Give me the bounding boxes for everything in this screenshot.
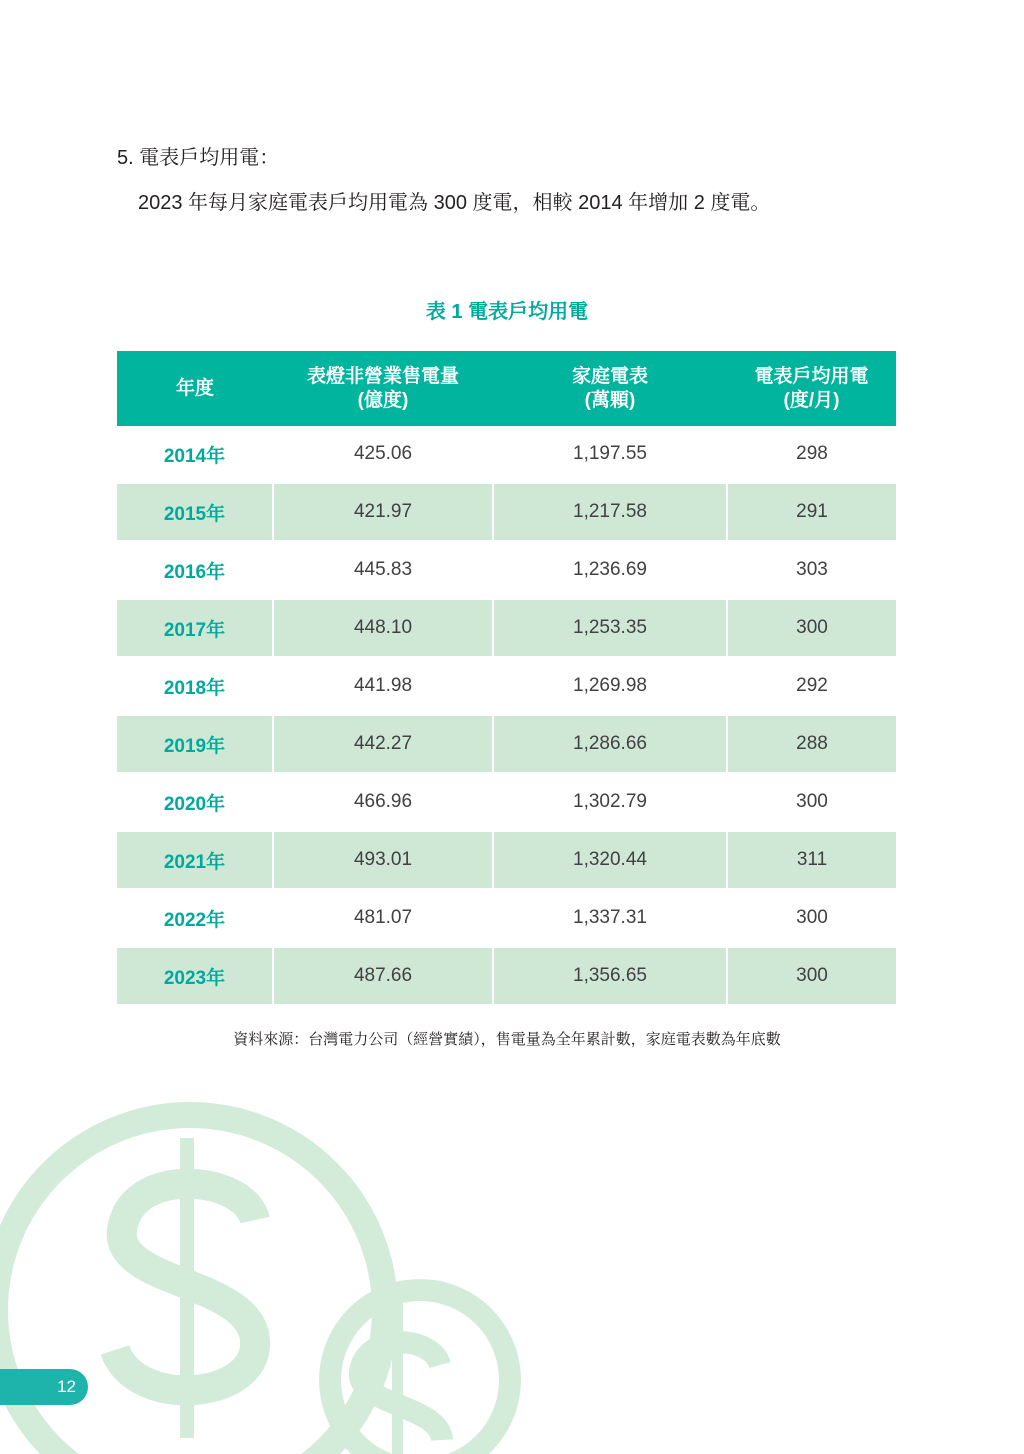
table-header-row	[117, 351, 896, 426]
year-cell: 2018年	[117, 657, 273, 715]
sales-cell: 493.01	[273, 831, 493, 889]
year-cell: 2017年	[117, 599, 273, 657]
avg-usage-cell: 300	[727, 773, 896, 831]
table-row	[117, 773, 896, 831]
avg-usage-cell: 311	[727, 831, 896, 889]
sales-cell: 441.98	[273, 657, 493, 715]
meters-cell: 1,356.65	[493, 947, 727, 1005]
sales-cell: 445.83	[273, 541, 493, 599]
avg-usage-cell: 300	[727, 599, 896, 657]
table-row	[117, 947, 896, 1005]
meters-cell: 1,236.69	[493, 541, 727, 599]
avg-usage-cell: 292	[727, 657, 896, 715]
page-number-tab: 12	[0, 1369, 88, 1405]
sales-cell: 421.97	[273, 483, 493, 541]
table-row	[117, 831, 896, 889]
table-row	[117, 599, 896, 657]
table-row	[117, 483, 896, 541]
household-electricity-table	[117, 351, 896, 1006]
header-year: 年度	[117, 351, 273, 426]
year-cell: 2014年	[117, 426, 273, 483]
sales-cell: 442.27	[273, 715, 493, 773]
avg-usage-cell: 291	[727, 483, 896, 541]
sales-cell: 487.66	[273, 947, 493, 1005]
sales-cell: 466.96	[273, 773, 493, 831]
year-cell: 2022年	[117, 889, 273, 947]
section-heading: 5. 電表戶均用電：	[117, 147, 280, 169]
header-meters: 家庭電表 (萬顆)	[493, 351, 727, 426]
header-sales: 表燈非營業售電量 (億度)	[273, 351, 493, 426]
meters-cell: 1,320.44	[493, 831, 727, 889]
meters-cell: 1,337.31	[493, 889, 727, 947]
meters-cell: 1,217.58	[493, 483, 727, 541]
meters-cell: 1,302.79	[493, 773, 727, 831]
table-row	[117, 426, 896, 483]
sales-cell: 425.06	[273, 426, 493, 483]
meters-cell: 1,269.98	[493, 657, 727, 715]
year-cell: 2015年	[117, 483, 273, 541]
meters-cell: 1,253.35	[493, 599, 727, 657]
table-row	[117, 889, 896, 947]
year-cell: 2016年	[117, 541, 273, 599]
meters-cell: 1,197.55	[493, 426, 727, 483]
sales-cell: 481.07	[273, 889, 493, 947]
avg-usage-cell: 288	[727, 715, 896, 773]
year-cell: 2019年	[117, 715, 273, 773]
year-cell: 2021年	[117, 831, 273, 889]
header-avg-usage: 電表戶均用電 (度/月)	[727, 351, 896, 426]
year-cell: 2020年	[117, 773, 273, 831]
avg-usage-cell: 303	[727, 541, 896, 599]
avg-usage-cell: 298	[727, 426, 896, 483]
table-title: 表 1 電表戶均用電	[425, 301, 589, 323]
avg-usage-cell: 300	[727, 889, 896, 947]
section-body-text: 2023 年每月家庭電表戶均用電為 300 度電，相較 2014 年增加 2 度電。	[138, 192, 771, 214]
table-row	[117, 715, 896, 773]
table-row	[117, 541, 896, 599]
avg-usage-cell: 300	[727, 947, 896, 1005]
meters-cell: 1,286.66	[493, 715, 727, 773]
sales-cell: 448.10	[273, 599, 493, 657]
year-cell: 2023年	[117, 947, 273, 1005]
table-source-note: 資料來源：台灣電力公司（經營實績），售電量為全年累計數，家庭電表數為年底數	[233, 1031, 781, 1048]
table-row	[117, 657, 896, 715]
